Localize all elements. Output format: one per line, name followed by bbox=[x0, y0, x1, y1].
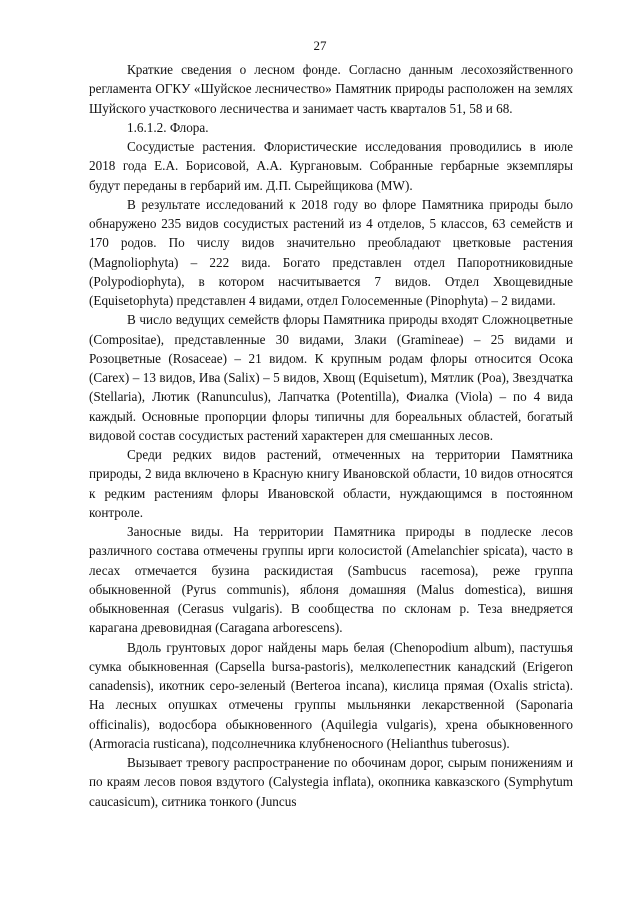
paragraph-rare-species: Среди редких видов растений, отмеченных на территории Памятника природы, 2 вида включено в Красную книгу Ивановской области, 10 видов относятся к редким растениям флоры Ивановской области, нуждающимся в постоянном контроле. bbox=[89, 447, 573, 520]
section-heading-flora: 1.6.1.2. Флора. bbox=[127, 119, 209, 135]
paragraph-spreading-concern: Вызывает тревогу распространение по обочинам дорог, сырым понижениям и по краям лесов повоя вздутого (Calystegia inflata), окопника кавказского (Symphytum caucasicum), ситника тонкого (Juncus bbox=[89, 755, 573, 809]
paragraph-leading-families: В число ведущих семейств флоры Памятника природы входят Сложноцветные (Compositae), представленные 30 видами, Злаки (Gramineae) – 25 видами и Розоцветные (Rosaceae) – 21 видом. К крупным родам флоры относится Осока (Carex) – 13 видов, Ива (Salix) – 5 видов, Хвощ (Equisetum), Мятлик (Poa), Звездчатка (Stellaria), Лютик (Ranunculus), Лапчатка (Potentilla), Фиалка (Viola) – по 4 вида каждый. Основные пропорции флоры типичны для бореальных областей, богатый видовой состав сосудистых растений характерен для смешанных лесов. bbox=[89, 312, 573, 443]
page-number: 27 bbox=[313, 38, 327, 53]
paragraph-alien-species: Заносные виды. На территории Памятника природы в подлеске лесов различного состава отмечены группы ирги колосистой (Amelanchier spicata), часто в лесах отмечается бузина раскидистая (Sambucus racemosa), реже группа обыкновенной (Pyrus communis), яблоня домашняя (Malus domestica), вишня обыкновенная (Cerasus vulgaris). В сообщества по склонам р. Теза внедряется карагана древовидная (Caragana arborescens). bbox=[89, 524, 573, 636]
paragraph-vascular-plants: Сосудистые растения. Флористические исследования проводились в июле 2018 года Е.А. Борисовой, А.А. Кургановым. Собранные гербарные экземпляры будут переданы в гербарий им. Д.П. Сырейщикова (MW). bbox=[89, 139, 573, 193]
page-body bbox=[89, 60, 573, 811]
paragraph-forest-fund: Краткие сведения о лесном фонде. Согласно данным лесохозяйственного регламента ОГКУ «Шуйское лесничество» Памятник природы расположен на землях Шуйского участкового лесничества и занимает часть кварталов 51, 58 и 68. bbox=[89, 62, 573, 116]
paragraph-roadside-species: Вдоль грунтовых дорог найдены марь белая (Chenopodium album), пастушья сумка обыкновенная (Capsella bursa-pastoris), мелколепестник канадский (Erigeron canadensis), икотник серо-зеленый (Berteroa incana), кислица прямая (Oxalis stricta). На лесных опушках отмечены группы мыльнянки лекарственной (Saponaria officinalis), водосбора обыкновенного (Aquilegia vulgaris), хрена обыкновенного (Armoracia rusticana), подсолнечника клубненосного (Helianthus tuberosus). bbox=[89, 639, 573, 751]
paragraph-research-results: В результате исследований к 2018 году во флоре Памятника природы было обнаружено 235 видов сосудистых растений из 4 отделов, 5 классов, 63 семейств и 170 родов. По числу видов значительно преобладают цветковые растения (Magnoliophyta) – 222 вида. Богато представлен отдел Папоротниковидные (Polypodiophyta), в котором насчитывается 7 видов. Отдел Хвощевидные (Equisetophyta) представлен 4 видами, отдел Голосеменные (Pinophyta) – 2 видами. bbox=[89, 196, 573, 308]
